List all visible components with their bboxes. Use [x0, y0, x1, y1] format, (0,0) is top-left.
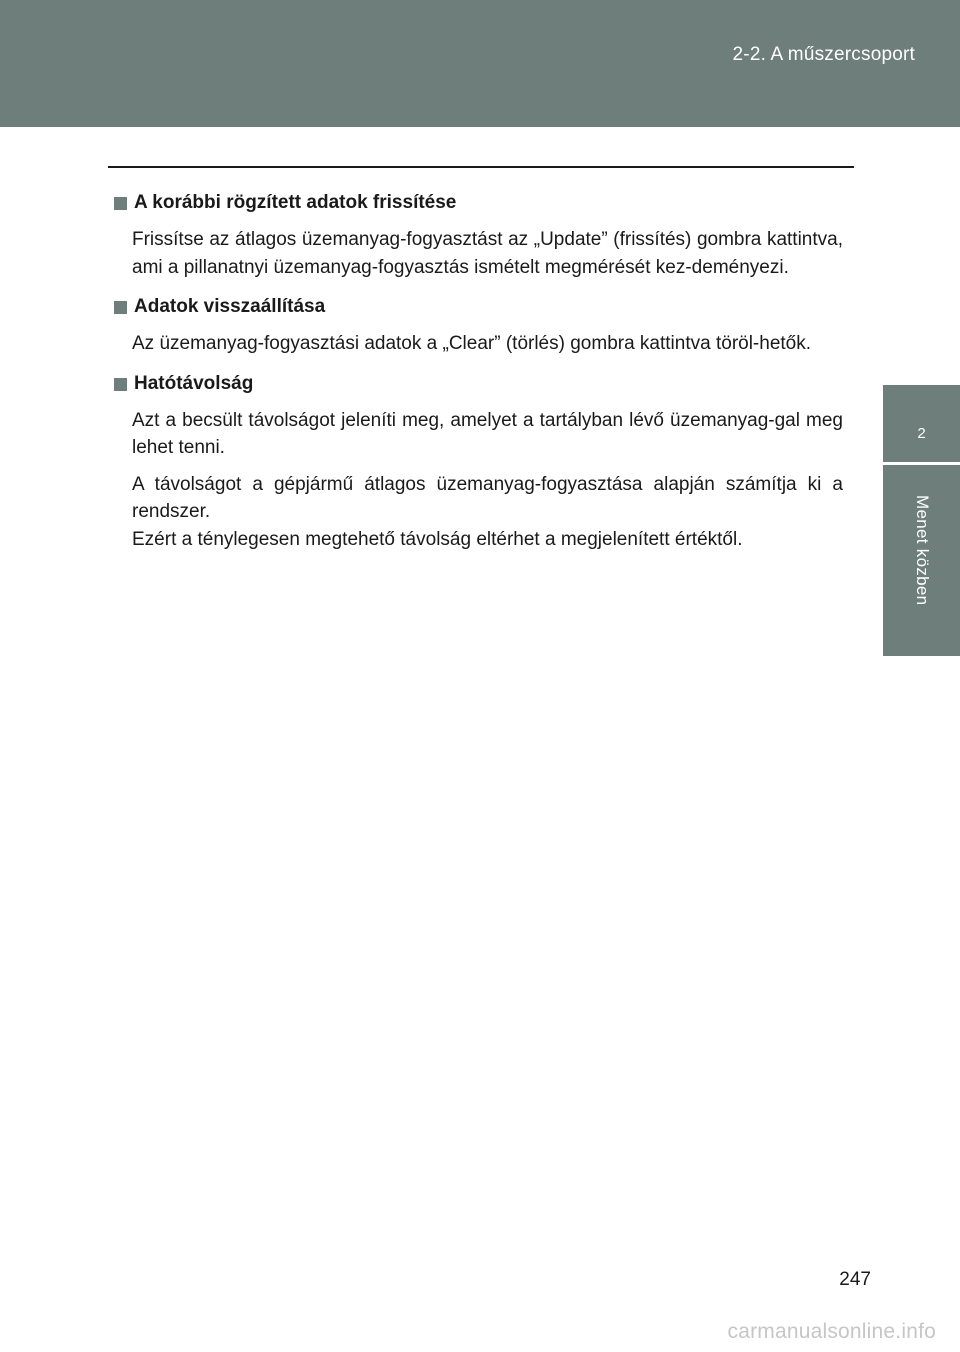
body-paragraph: Az üzemanyag-fogyasztási adatok a „Clear” (törlés) gombra kattintva töröl-hetők.: [132, 333, 812, 354]
header-band: [0, 0, 960, 127]
square-bullet-icon: [114, 197, 127, 210]
main-content: [113, 189, 843, 553]
chapter-number: 2: [917, 425, 926, 442]
chapter-label: Menet közben: [913, 495, 932, 606]
section-heading-text: Adatok visszaállítása: [134, 296, 326, 317]
body-paragraph: Frissítse az átlagos üzemanyag-fogyasztást az „Update” (frissítés) gombra kattintva, ami a pillanatnyi üzemanyag-fogyasztás ismételt megmérését kez-deményezi.: [132, 229, 843, 278]
top-divider: [108, 166, 854, 168]
watermark: carmanualsonline.info: [727, 1320, 936, 1343]
page-number: 247: [839, 1269, 871, 1290]
section-heading: [113, 189, 843, 217]
section-heading: [113, 370, 843, 398]
section-title: 2-2. A műszercsoport: [732, 44, 915, 65]
square-bullet-icon: [114, 378, 127, 391]
chapter-side-tab: [883, 385, 960, 656]
section-heading: [113, 293, 843, 321]
body-paragraph: Azt a becsült távolságot jeleníti meg, amelyet a tartályban lévő üzemanyag-gal meg lehet tenni.: [132, 409, 843, 458]
body-paragraph: Ezért a ténylegesen megtehető távolság eltérhet a megjelenített értéktől.: [132, 528, 743, 550]
section-heading-text: A korábbi rögzített adatok frissítése: [134, 192, 457, 213]
body-paragraph: A távolságot a gépjármű átlagos üzemanyag-fogyasztása alapján számítja ki a rendszer.: [132, 473, 843, 522]
square-bullet-icon: [114, 301, 127, 314]
section-heading-text: Hatótávolság: [134, 372, 254, 394]
chapter-number-box: [883, 385, 960, 465]
